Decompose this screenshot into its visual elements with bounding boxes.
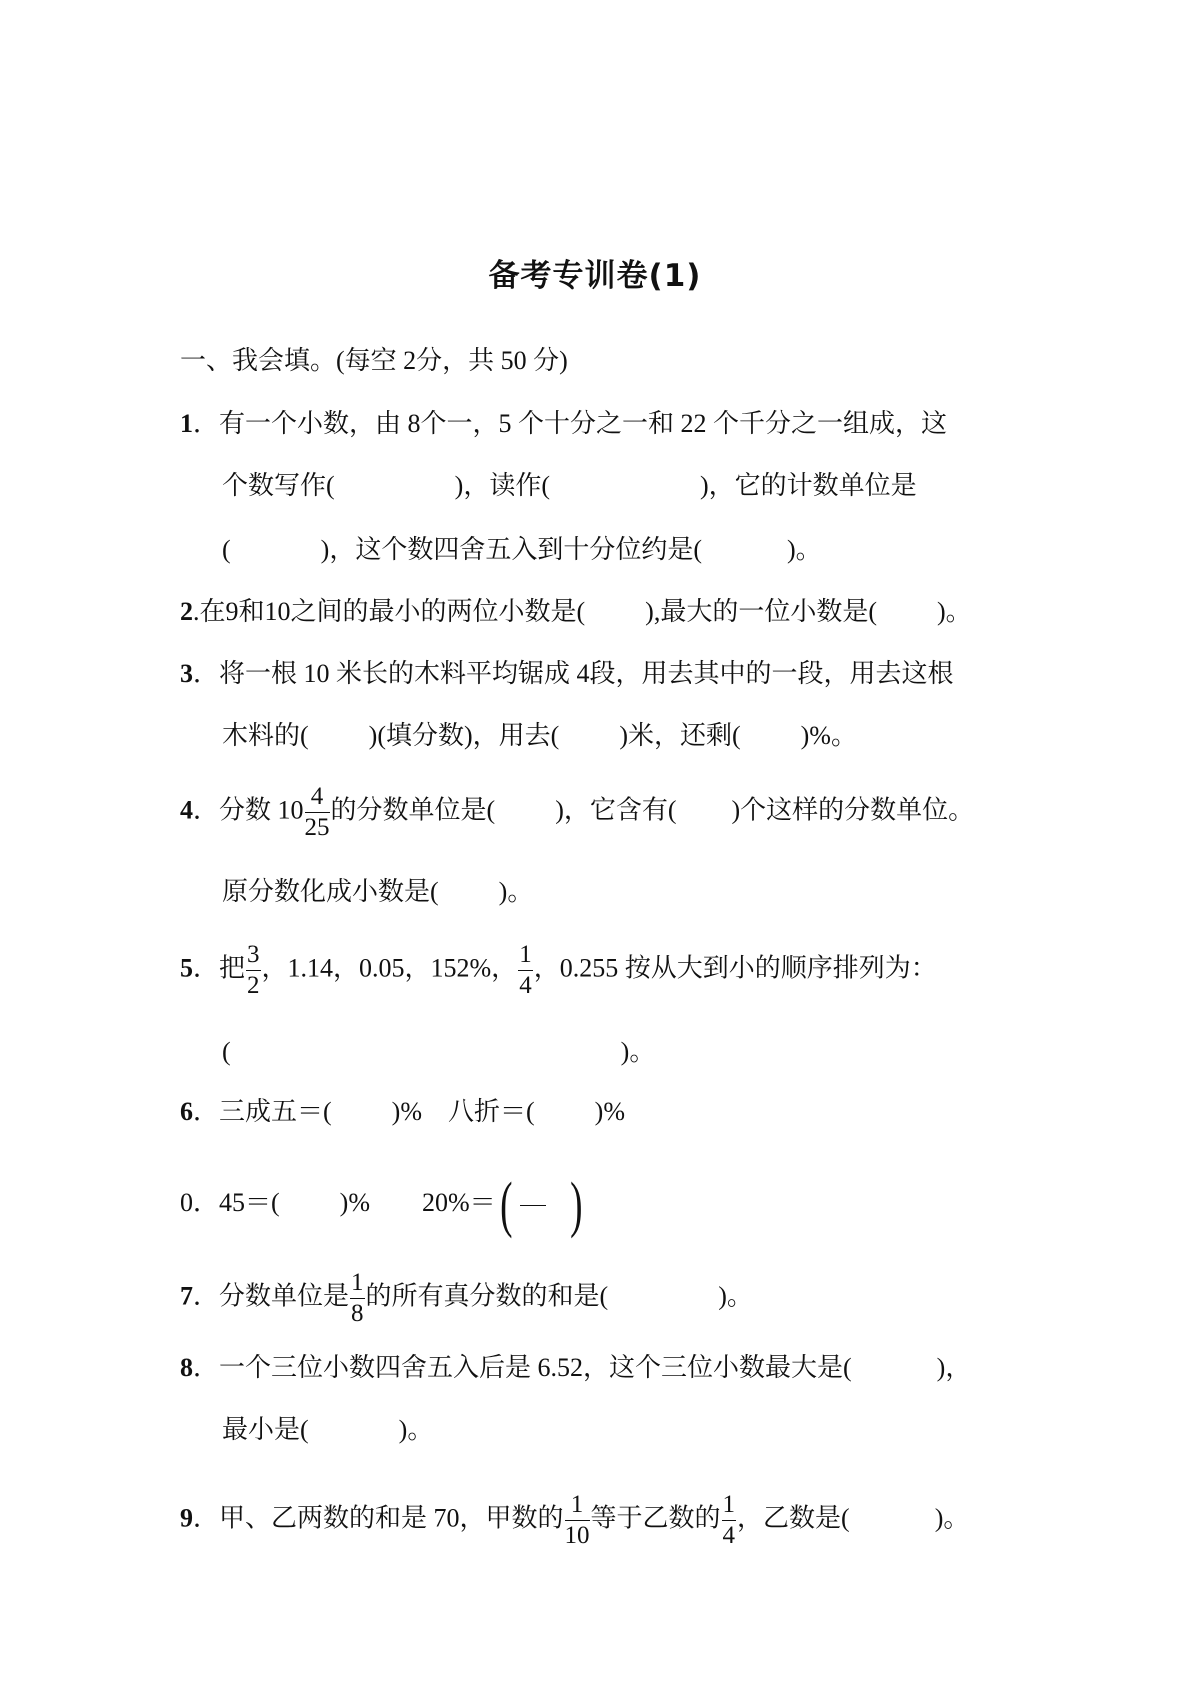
question-text: 最小是( (222, 1415, 309, 1444)
question-2 (180, 596, 972, 628)
question-text: )个这样的分数单位。 (731, 795, 975, 825)
denominator: 2 (247, 972, 260, 999)
numerator: 1 (350, 1268, 365, 1299)
fraction (246, 940, 261, 1001)
question-5-line-1 (180, 940, 937, 1001)
question-text: )%。 (800, 721, 857, 750)
question-number: 3 (180, 659, 193, 688)
question-number: 6 (180, 1097, 193, 1126)
question-text: 0．45＝( (180, 1187, 280, 1217)
question-text: ．将一根 10 米长的木料平均锯成 4段，用去其中的一段，用去这根 (193, 659, 954, 688)
question-text: ( (222, 1037, 231, 1066)
question-text: 木料的( (222, 721, 309, 750)
question-text: ．甲、乙两数的和是 70，甲数的 (193, 1503, 564, 1533)
question-1-line-1 (180, 408, 947, 440)
question-number: 5 (180, 953, 193, 983)
denominator: 4 (722, 1522, 736, 1549)
question-number: 1 (180, 409, 193, 438)
numerator: 1 (722, 1490, 737, 1521)
question-1-line-2 (222, 470, 917, 502)
question-text: )。 (498, 877, 534, 906)
question-text: )。 (718, 1281, 753, 1311)
question-text: 的所有真分数的和是( (365, 1281, 609, 1311)
question-6-line-1 (180, 1096, 625, 1128)
question-3-line-1 (180, 658, 954, 690)
question-7 (180, 1268, 753, 1329)
section-heading: 一、我会填。(每空 2分，共 50 分) (180, 346, 568, 375)
fraction (350, 1268, 365, 1329)
question-number: 9 (180, 1503, 193, 1533)
denominator: 10 (564, 1522, 590, 1549)
right-paren: ) (570, 1171, 583, 1239)
fraction (722, 1490, 737, 1551)
question-8-line-1 (180, 1352, 971, 1384)
question-text: )， (936, 1353, 972, 1382)
question-number: 8 (180, 1353, 193, 1382)
question-text: ．三成五＝( (193, 1097, 332, 1126)
question-text: ．把 (193, 953, 246, 983)
denominator: 25 (304, 814, 330, 841)
question-8-line-2 (222, 1414, 433, 1446)
question-text: )，这个数四舍五入到十分位约是( (320, 535, 702, 564)
question-text: ，1.14，0.05，152%， (261, 953, 518, 983)
question-text: 个数写作( (222, 471, 335, 500)
question-text: )% (594, 1097, 625, 1126)
question-text: .在9和10之间的最小的两位小数是( (193, 597, 586, 626)
question-text: )% 20%＝ (339, 1187, 496, 1217)
numerator: 1 (518, 940, 533, 971)
question-3-line-2 (222, 720, 857, 752)
question-text: ( (222, 535, 231, 564)
fraction (305, 782, 330, 843)
question-text: ．分数单位是 (193, 1281, 350, 1311)
question-text: )% 八折＝( (391, 1097, 535, 1126)
question-text: )，它含有( (555, 795, 677, 825)
fraction (565, 1490, 590, 1551)
question-text: 原分数化成小数是( (222, 877, 439, 906)
question-6-line-2 (180, 1171, 587, 1239)
question-text: 的分数单位是( (330, 795, 496, 825)
question-number: 2 (180, 597, 193, 626)
numerator: 1 (565, 1490, 590, 1521)
question-text: 等于乙数的 (590, 1503, 721, 1533)
question-text: )。 (620, 1037, 656, 1066)
denominator: 4 (519, 972, 532, 999)
denominator: 8 (351, 1300, 364, 1327)
numerator: 4 (305, 782, 330, 813)
question-9 (180, 1490, 969, 1551)
question-number: 7 (180, 1281, 193, 1311)
question-text: )，它的计数单位是 (700, 471, 917, 500)
question-1-line-3 (222, 534, 822, 566)
question-text: ),最大的一位小数是( (645, 597, 877, 626)
left-paren: ( (499, 1171, 513, 1239)
numerator: 3 (246, 940, 261, 971)
question-text: ．有一个小数，由 8个一，5 个十分之一和 22 个千分之一组成，这 (193, 409, 948, 438)
page-title: 备考专训卷(1) (488, 258, 702, 294)
question-text: )。 (934, 1503, 970, 1533)
question-text: )。 (937, 597, 972, 626)
question-text: )，读作( (454, 471, 550, 500)
question-text: ，乙数是( (737, 1503, 850, 1533)
question-text: )。 (787, 535, 822, 564)
question-text: )(填分数)，用去( (368, 721, 560, 750)
question-text: )米，还剩( (619, 721, 741, 750)
fraction (518, 940, 533, 1001)
question-number: 4 (180, 795, 193, 825)
question-text: ．一个三位小数四舍五入后是 6.52，这个三位小数最大是( (193, 1353, 852, 1382)
question-text: )。 (398, 1415, 434, 1444)
question-4-line-2 (222, 876, 533, 908)
question-text: ，0.255 按从大到小的顺序排列为： (533, 953, 937, 983)
question-5-line-2 (222, 1036, 655, 1068)
question-4-line-1 (180, 782, 974, 843)
blank-fraction-bar (520, 1205, 546, 1206)
question-text: ．分数 10 (193, 795, 304, 825)
